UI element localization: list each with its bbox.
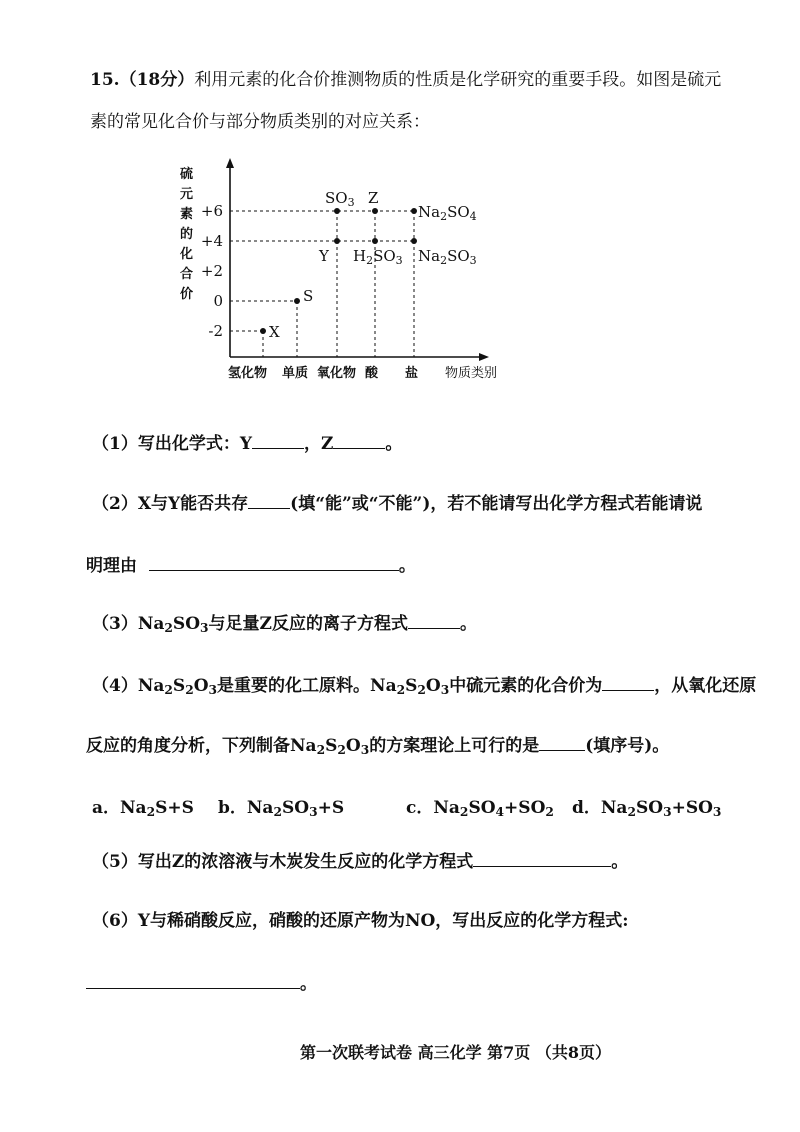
q4-text-6: (填序号)。 xyxy=(585,736,670,756)
data-point xyxy=(294,298,300,304)
q6-blank[interactable] xyxy=(86,974,300,989)
point-label xyxy=(418,247,477,267)
option-c[interactable] xyxy=(406,793,554,818)
point-label xyxy=(303,287,313,305)
data-points xyxy=(260,208,417,334)
q3-blank[interactable] xyxy=(408,614,460,629)
q4-text-5: 的方案理论上可行的是 xyxy=(369,736,540,756)
q2-line1 xyxy=(92,494,702,513)
label-text: SO xyxy=(447,203,470,221)
y-tick-label: +2 xyxy=(200,262,223,280)
label-subscript: 2 xyxy=(440,254,448,267)
q2-end: 。 xyxy=(398,556,416,576)
option-d[interactable] xyxy=(572,793,721,818)
q3-text: 与足量Z反应的离子方程式 xyxy=(208,614,408,634)
q1-end: 。 xyxy=(385,434,403,454)
y-tick-label: 0 xyxy=(213,292,223,310)
label-text: X xyxy=(269,323,280,341)
data-point xyxy=(334,208,340,214)
q2-line2 xyxy=(86,556,416,575)
q2-blank-coexist[interactable] xyxy=(248,494,290,509)
y-axis-arrow xyxy=(226,158,234,168)
y-label-char: 元 xyxy=(180,187,194,202)
q3-end: 。 xyxy=(459,614,477,634)
point-label xyxy=(418,203,477,223)
x-category-label: 氢化物 xyxy=(228,366,268,381)
question-number: 15.（18分） xyxy=(90,70,195,90)
option-a[interactable] xyxy=(92,793,194,818)
label-text: Na xyxy=(418,203,441,221)
q4-label: （4） xyxy=(92,676,138,696)
q1-y-blank[interactable] xyxy=(252,434,304,449)
q3-label: （3） xyxy=(92,614,138,634)
q2-text-a: （2）X与Y能否共存 xyxy=(92,494,249,514)
q3-sub3: 3 xyxy=(200,621,209,636)
y-label-char: 化 xyxy=(180,247,194,262)
q2-reason-label: 明理由 xyxy=(86,556,137,576)
q3-line xyxy=(92,614,477,636)
option-a-formula: $Na_2S+S$ xyxy=(120,798,194,820)
q1-z-blank[interactable] xyxy=(333,434,385,449)
q3-na: Na xyxy=(137,614,165,634)
guide-lines xyxy=(230,211,414,357)
data-point xyxy=(334,238,340,244)
x-category-label: 酸 xyxy=(365,366,379,381)
question-intro-text: 利用元素的化合价推测物质的性质是化学研究的重要手段。如图是硫元 xyxy=(194,70,722,90)
option-b-formula: $Na_2SO_3+S$ xyxy=(246,798,345,820)
data-point xyxy=(411,238,417,244)
q4-text-1: 是重要的化工原料。 xyxy=(217,676,371,696)
option-d-label: d． xyxy=(572,798,601,818)
point-label xyxy=(318,247,330,265)
label-text: Y xyxy=(319,247,329,265)
label-subscript: 3 xyxy=(469,254,477,267)
label-text: S xyxy=(303,287,314,305)
label-text: SO xyxy=(373,247,396,265)
x-category-label: 单质 xyxy=(282,366,309,381)
q4-text-4: 反应的角度分析，下列制备 xyxy=(86,736,290,756)
question-intro-line2: 素的常见化合价与部分物质类别的对应关系： xyxy=(90,112,430,132)
q5-end: 。 xyxy=(611,852,629,872)
q1-z-label: ，Z xyxy=(303,434,334,454)
y-tick-label: -2 xyxy=(208,322,223,340)
q4-valence-blank[interactable] xyxy=(602,676,654,691)
data-point xyxy=(372,238,378,244)
q3-so: SO xyxy=(172,614,201,634)
y-label-char: 的 xyxy=(180,227,194,242)
q4-text-2: 中硫元素的化合价为 xyxy=(449,676,603,696)
label-subscript: 2 xyxy=(366,254,374,267)
x-axis-categories xyxy=(228,365,418,381)
y-label-char: 合 xyxy=(180,267,194,282)
valence-category-chart xyxy=(150,150,530,390)
option-c-formula: $Na_2SO_4+SO_2$ xyxy=(433,798,554,820)
label-text: Z xyxy=(368,189,379,207)
q4-line1 xyxy=(92,676,757,698)
q3-sub2: 2 xyxy=(164,621,173,636)
point-label xyxy=(325,189,355,209)
data-point xyxy=(372,208,378,214)
q2-text-b: (填“能”或“不能”)，若不能请写出化学方程式若能请说 xyxy=(290,494,703,514)
label-subscript: 4 xyxy=(469,210,477,223)
label-text: H xyxy=(353,247,367,265)
y-label-char: 硫 xyxy=(180,167,194,182)
y-tick-label: +6 xyxy=(200,202,223,220)
q5-text: （5）写出Z的浓溶液与木炭发生反应的化学方程式 xyxy=(92,852,474,872)
x-axis-label: 物质类别 xyxy=(445,366,498,381)
q6-end: 。 xyxy=(300,974,317,994)
point-label xyxy=(368,189,378,207)
option-b-label: b． xyxy=(218,798,247,818)
point-label xyxy=(353,247,403,267)
page-footer: 第一次联考试卷 高三化学 第7页 （共8页） xyxy=(300,1043,611,1062)
q4-formula-2: $Na_2S_2O_3$ xyxy=(370,676,450,698)
label-subscript: 3 xyxy=(395,254,403,267)
option-d-formula: $Na_2SO_3+SO_3$ xyxy=(600,798,722,820)
y-axis-label xyxy=(179,166,193,302)
point-label xyxy=(269,323,280,341)
y-tick-label: +4 xyxy=(200,232,223,250)
option-b[interactable] xyxy=(218,793,344,818)
data-point xyxy=(260,328,266,334)
q5-line xyxy=(92,852,628,871)
q6-line: （6）Y与稀硝酸反应，硝酸的还原产物为NO，写出反应的化学方程式: xyxy=(92,911,629,931)
q5-blank[interactable] xyxy=(473,852,611,867)
q6-answer-line xyxy=(86,974,317,993)
label-subscript: 2 xyxy=(440,210,448,223)
label-text: SO xyxy=(447,247,470,265)
q2-reason-blank[interactable] xyxy=(149,556,399,571)
label-text: SO xyxy=(325,189,348,207)
question-intro-line1 xyxy=(90,72,721,89)
q4-line2 xyxy=(86,736,670,758)
x-category-label: 盐 xyxy=(405,366,419,381)
option-a-label: a． xyxy=(92,798,121,818)
label-text: Na xyxy=(418,247,441,265)
q4-choice-blank[interactable] xyxy=(539,736,585,751)
q1-line xyxy=(92,434,402,453)
y-axis-ticks xyxy=(201,202,223,340)
label-subscript: 3 xyxy=(347,196,355,209)
q4-formula-3: $Na_2S_2O_3$ xyxy=(290,736,370,758)
q4-text-3: ，从氧化还原 xyxy=(654,676,757,696)
y-label-char: 素 xyxy=(180,207,194,222)
x-axis-arrow xyxy=(479,353,489,361)
q1-text: （1）写出化学式：Y xyxy=(92,434,252,454)
option-c-label: c． xyxy=(406,798,434,818)
data-point xyxy=(411,208,417,214)
x-category-label: 氧化物 xyxy=(317,366,357,381)
q4-formula-1: $Na_2S_2O_3$ xyxy=(137,676,218,698)
y-label-char: 价 xyxy=(180,287,194,302)
